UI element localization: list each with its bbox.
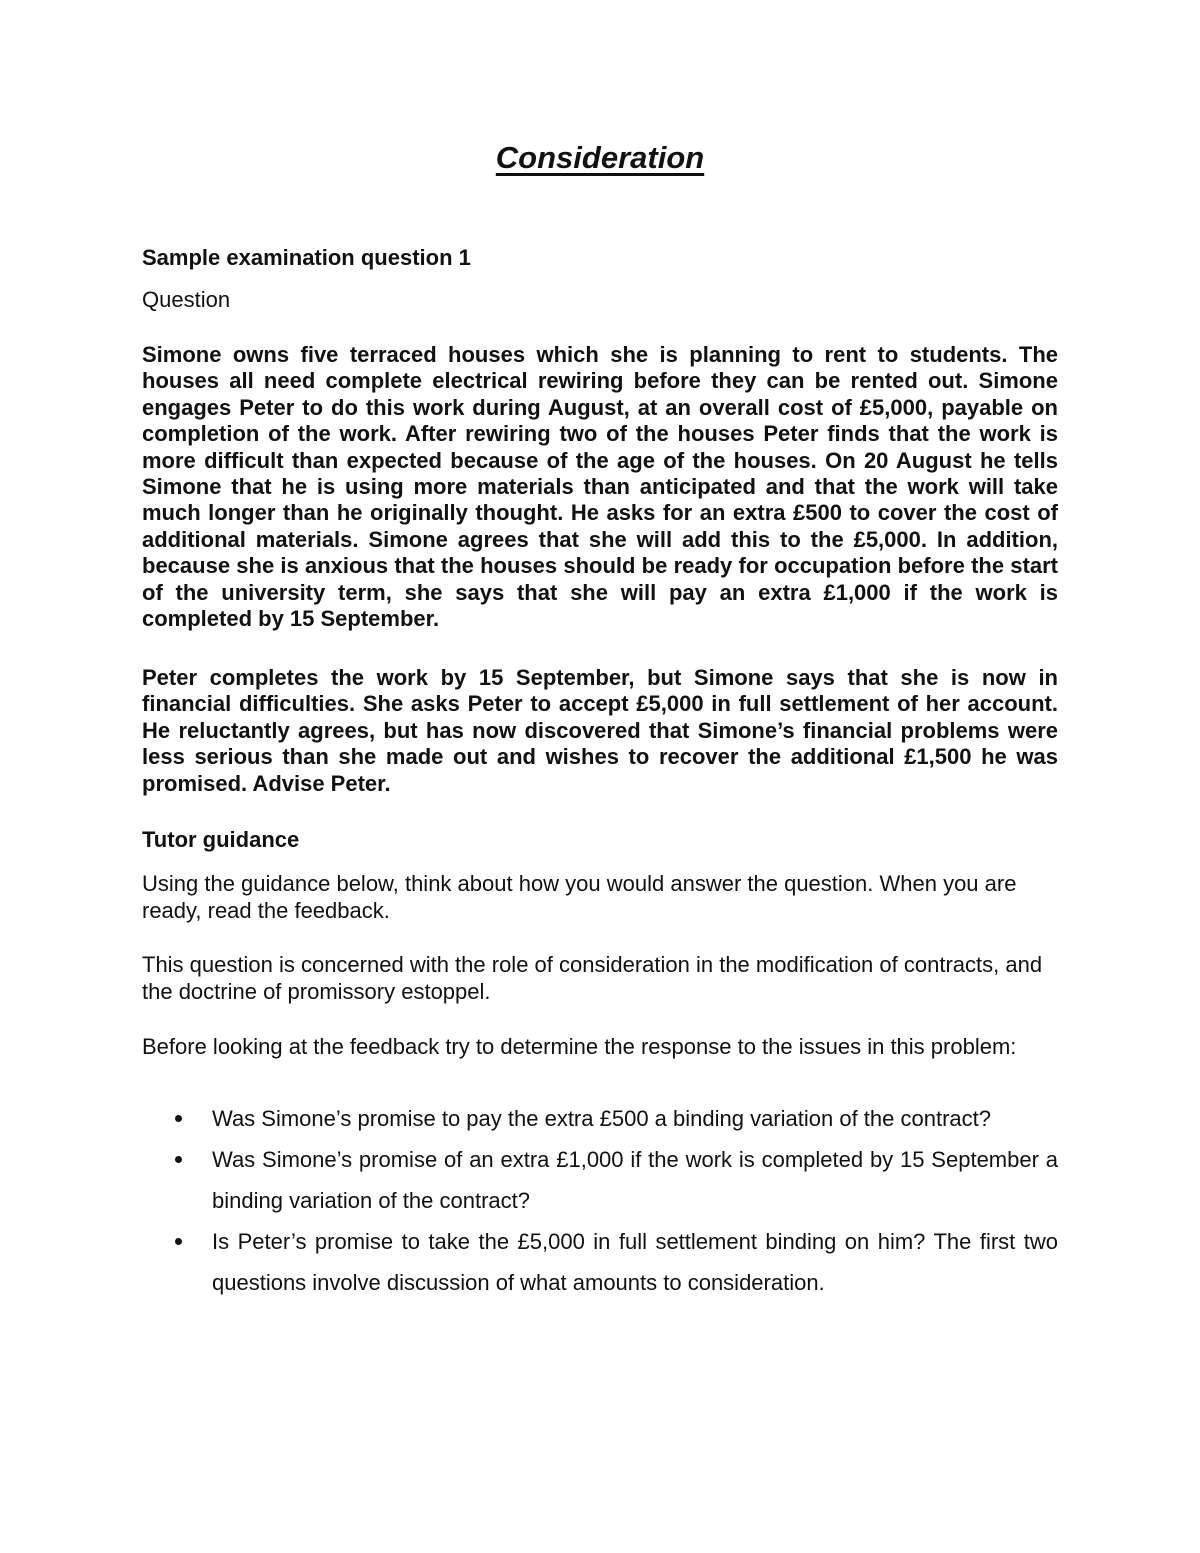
question-paragraph-2: Peter completes the work by 15 September, but Simone says that she is now in financial difficulties. She asks Peter to accept £5,000 in full settlement of her account. He reluctantly agrees, but has now discovered that Simone’s financial problems were less serious than she made out and wishes to recover the additional £1,500 he was promised. Advise Peter. bbox=[142, 665, 1058, 796]
list-item-text: Is Peter’s promise to take the £5,000 in full settlement binding on him? The first two questions involve discussion of what amounts to consideration. bbox=[212, 1229, 1058, 1295]
list-item bbox=[142, 1221, 1058, 1303]
bullet-icon bbox=[175, 1156, 182, 1163]
guidance-paragraph-1: Using the guidance below, think about how you would answer the question. When you are ready, read the feedback. bbox=[142, 871, 1017, 923]
list-item bbox=[142, 1139, 1058, 1221]
issues-bullet-list bbox=[142, 1098, 1058, 1303]
question-paragraph-1: Simone owns five terraced houses which she is planning to rent to students. The houses all need complete electrical rewiring before they can be rented out. Simone engages Peter to do this work during August, at an overall cost of £5,000, payable on completion of the work. After rewiring two of the houses Peter finds that the work is more difficult than expected because of the age of the houses. On 20 August he tells Simone that he is using more materials than anticipated and that the work will take much longer than he originally thought. He asks for an extra £500 to cover the cost of additional materials. Simone agrees that she will add this to the £5,000. In addition, because she is anxious that the houses should be ready for occupation before the start of the university term, she says that she will pay an extra £1,000 if the work is completed by 15 September. bbox=[142, 342, 1058, 632]
page-title: Consideration bbox=[495, 140, 705, 175]
tutor-guidance-heading: Tutor guidance bbox=[142, 827, 300, 852]
list-item bbox=[142, 1098, 1058, 1139]
bullet-icon bbox=[175, 1238, 182, 1245]
question-label: Question bbox=[142, 287, 231, 312]
list-item-text: Was Simone’s promise to pay the extra £500 a binding variation of the contract? bbox=[212, 1106, 991, 1131]
section-heading: Sample examination question 1 bbox=[142, 245, 471, 270]
guidance-paragraph-3: Before looking at the feedback try to determine the response to the issues in this problem: bbox=[142, 1034, 1017, 1059]
list-item-text: Was Simone’s promise of an extra £1,000 if the work is completed by 15 September a binding variation of the contract? bbox=[212, 1147, 1058, 1213]
bullet-icon bbox=[175, 1115, 182, 1122]
guidance-paragraph-2: This question is concerned with the role of consideration in the modification of contracts, and the doctrine of promissory estoppel. bbox=[142, 952, 1043, 1004]
